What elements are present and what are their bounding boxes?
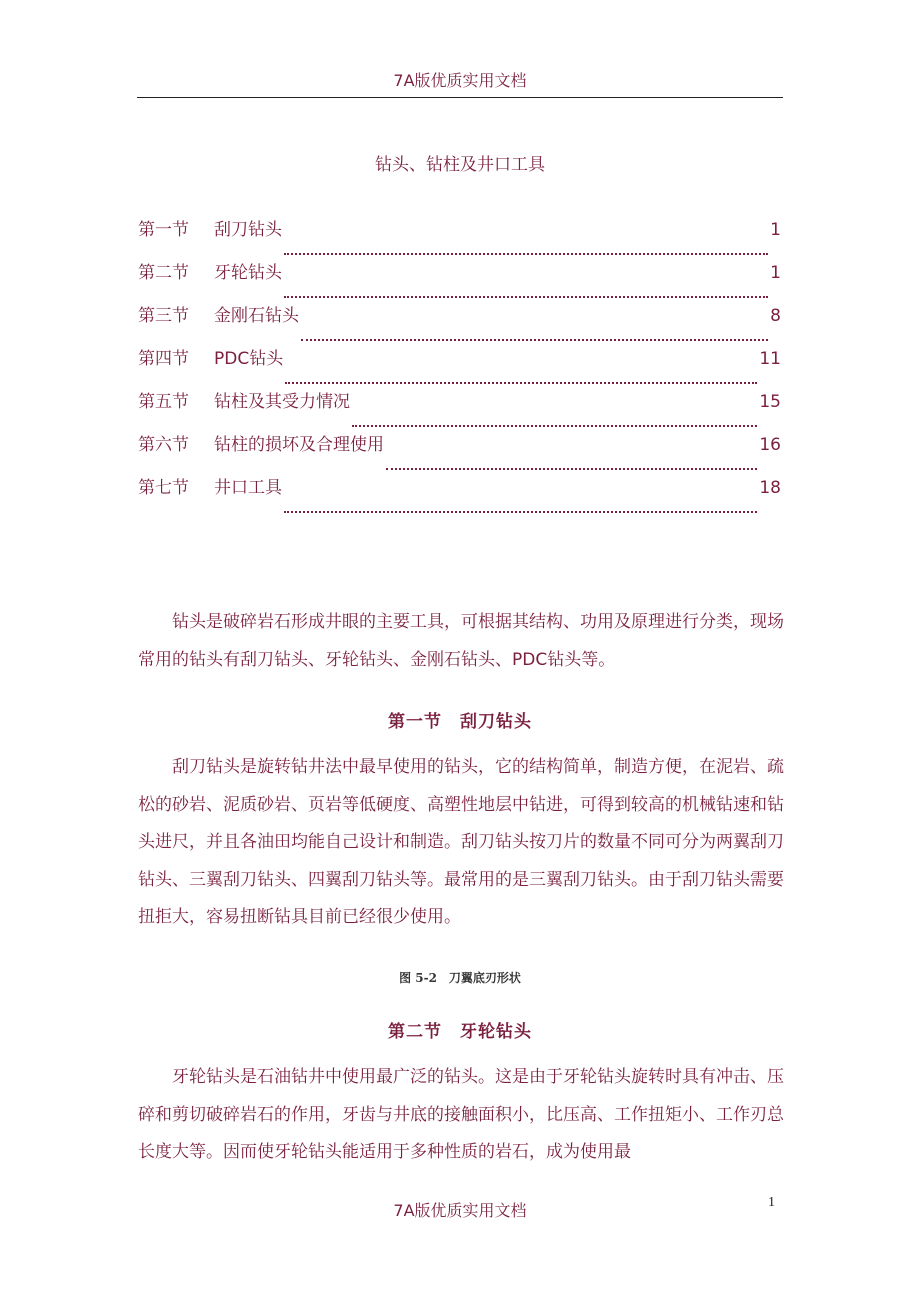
toc-section-number: 第七节: [138, 478, 189, 498]
toc-page-number: 1: [770, 263, 781, 283]
toc-section-title: 井口工具: [214, 478, 282, 498]
toc-entry[interactable]: [138, 433, 781, 476]
toc-section-number: 第一节: [138, 220, 189, 240]
toc-leader: [284, 252, 768, 255]
toc-page-number: 1: [770, 220, 781, 240]
header-divider: [137, 97, 783, 98]
toc-section-title: 刮刀钻头: [214, 220, 282, 240]
toc-entry[interactable]: [138, 390, 781, 433]
toc-leader: [386, 467, 757, 470]
document-title: 钻头、钻柱及井口工具: [375, 155, 545, 175]
intro-paragraph: 钻头是破碎岩石形成井眼的主要工具，可根据其结构、功用及原理进行分类，现场常用的钻头有刮刀钻头、牙轮钻头、金刚石钻头、PDC钻头等。: [138, 612, 784, 670]
page-header: 7A版优质实用文档: [393, 71, 527, 90]
toc-entry[interactable]: [138, 261, 781, 304]
toc-page-number: 11: [759, 349, 781, 369]
toc-leader: [352, 424, 757, 427]
toc-section-title: PDC钻头: [214, 349, 284, 369]
toc-leader: [301, 338, 768, 341]
table-of-contents: [138, 218, 781, 519]
page-footer: 7A版优质实用文档: [393, 1201, 527, 1220]
toc-section-title: 金刚石钻头: [214, 306, 299, 326]
toc-section-title: 钻柱的损坏及合理使用: [214, 435, 384, 455]
toc-entry[interactable]: [138, 347, 781, 390]
page-number: 1: [768, 1195, 775, 1210]
toc-leader: [284, 510, 757, 513]
toc-section-title: 钻柱及其受力情况: [214, 392, 350, 412]
section-paragraph: 牙轮钻头是石油钻井中使用最广泛的钻头。这是由于牙轮钻头旋转时具有冲击、压碎和剪切破碎岩石的作用，牙齿与井底的接触面积小，比压高、工作扭矩小、工作刃总长度大等。因而使牙轮钻头能适用于多种性质的岩石，成为使用最: [138, 1067, 784, 1162]
toc-page-number: 15: [759, 392, 781, 412]
toc-section-number: 第四节: [138, 349, 189, 369]
toc-section-number: 第二节: [138, 263, 189, 283]
section-heading: 第二节 牙轮钻头: [388, 1022, 532, 1042]
toc-section-title: 牙轮钻头: [214, 263, 282, 283]
toc-page-number: 18: [759, 478, 781, 498]
figure-caption: 图 5-2 刀翼底刃形状: [399, 971, 521, 985]
toc-section-number: 第三节: [138, 306, 189, 326]
toc-leader: [285, 381, 757, 384]
toc-page-number: 8: [770, 306, 781, 326]
toc-page-number: 16: [759, 435, 781, 455]
section-heading: 第一节 刮刀钻头: [388, 712, 532, 732]
toc-section-number: 第五节: [138, 392, 189, 412]
toc-entry[interactable]: [138, 218, 781, 261]
toc-section-number: 第六节: [138, 435, 189, 455]
section-paragraph: 刮刀钻头是旋转钻井法中最早使用的钻头，它的结构简单，制造方便，在泥岩、疏松的砂岩、泥质砂岩、页岩等低硬度、高塑性地层中钻进，可得到较高的机械钻速和钻头进尺，并且各油田均能自己设计和制造。刮刀钻头按刀片的数量不同可分为两翼刮刀钻头、三翼刮刀钻头、四翼刮刀钻头等。最常用的是三翼刮刀钻头。由于刮刀钻头需要扭拒大，容易扭断钻具目前已经很少使用。: [138, 757, 784, 927]
toc-entry[interactable]: [138, 304, 781, 347]
toc-leader: [284, 295, 768, 298]
toc-entry[interactable]: [138, 476, 781, 519]
